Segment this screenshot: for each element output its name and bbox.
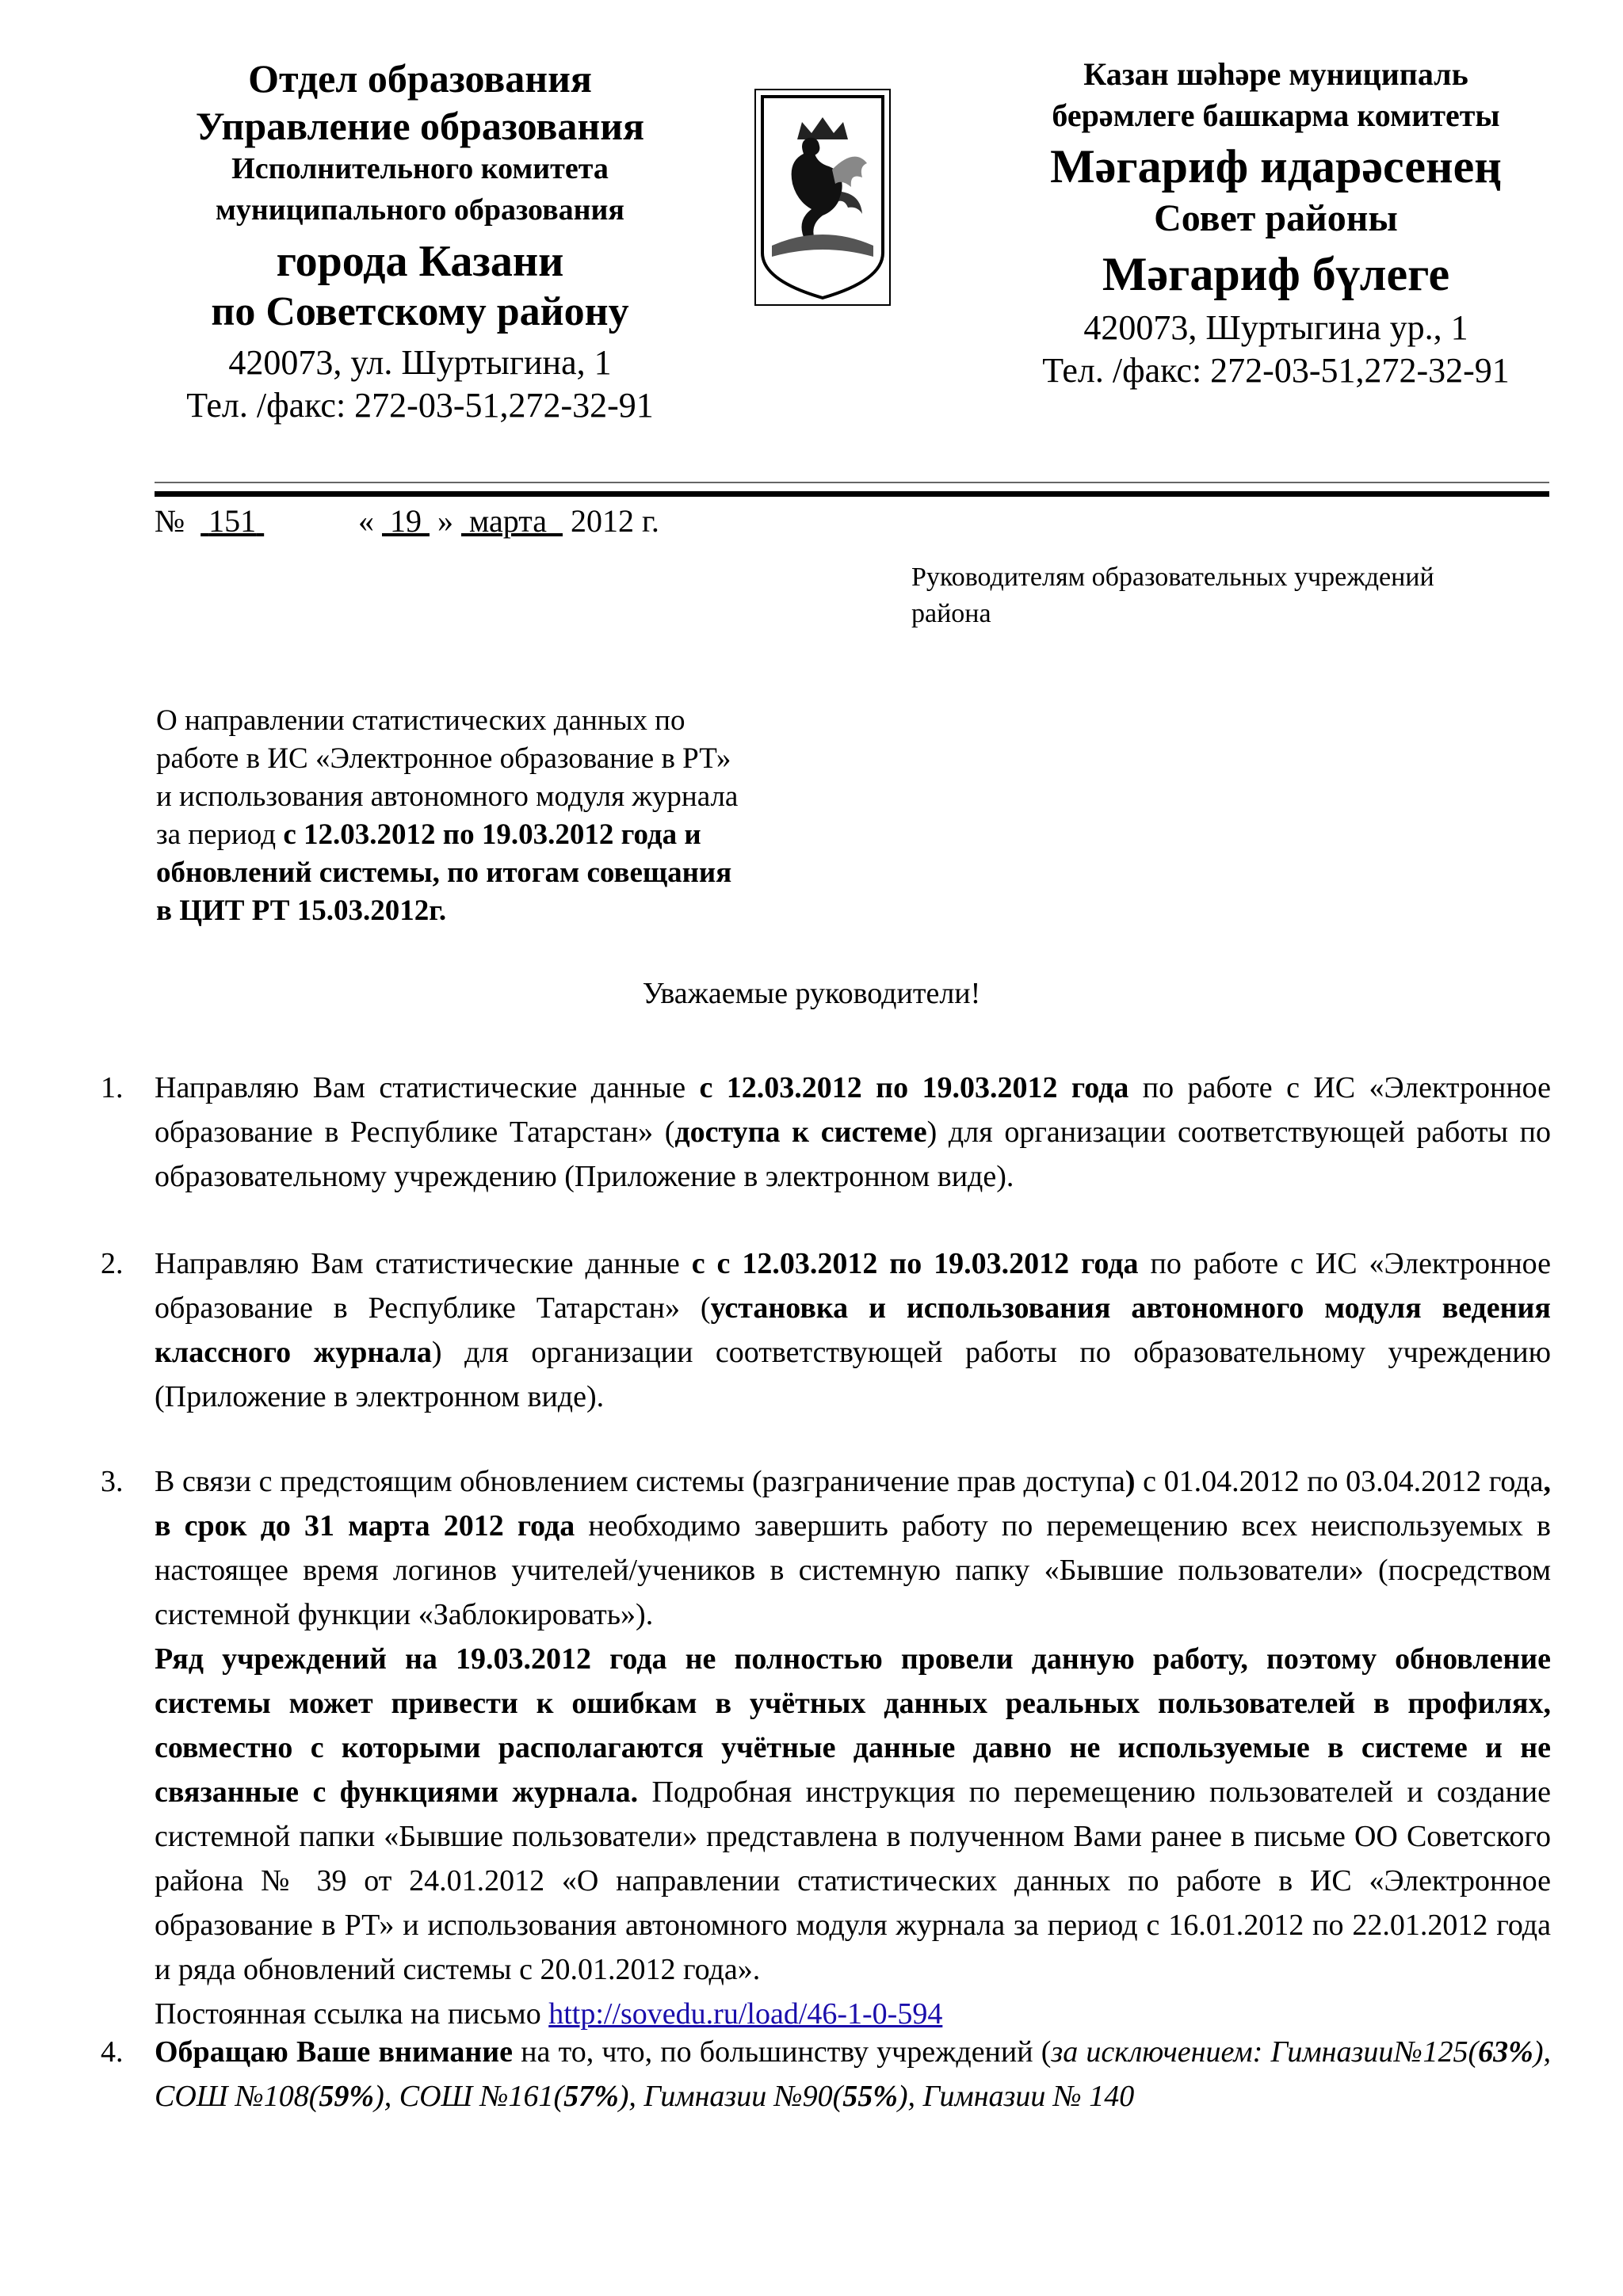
list-item-1: 1. Направляю Вам статистические данные с 12.03.2012 по 19.03.2012 года по работе с ИС «Электронное образование в Республике Татарстан» (доступа к системе) для организации соответствующей работы по образовательному учреждению (Приложение в электронном виде). bbox=[101, 1071, 1551, 1193]
date-month: марта bbox=[469, 503, 547, 539]
list-item-4: 4. Обращаю Ваше внимание на то, что, по большинству учреждений (за исключением: Гимназии№125(63%), СОШ №108(59%), СОШ №161(57%), Гимназии №90(55%), Гимназии № 140 bbox=[101, 2035, 1551, 2113]
subject-block: О направлении статистических данных по работе в ИС «Электронное образование в РТ» и использования автономного модуля журнала за период с 12.03.2012 по 19.03.2012 года и обновлений системы, по итогам совещания в ЦИТ РТ 15.03.2012г. bbox=[156, 704, 739, 927]
right-header-line-3: Мәгариф идарәсенең bbox=[1050, 140, 1502, 193]
addressee: Руководителям образовательных учреждений района bbox=[911, 563, 1434, 628]
list-item-3: 3. В связи с предстоящим обновлением системы (разграничение прав доступа) с 01.04.2012 по 03.04.2012 года, в срок до 31 марта 2012 года необходимо завершить работу по перемещению всех неиспользуемых в настоящее время логинов учителей/учеников в системную папку «Бывшие пользователи» (посредством системной функции «Заблокировать»). Ряд учреждений на 19.03.2012 года не полностью провели данную работу, поэтому обновление системы может привести к ошибкам в учётных данных реальных пользователей в профилях, совместно с которыми располагаются учётные данные давно не используемые в системе и не связанные с функциями журнала. Подробная инструкция по перемещению пользователей и создание системной папки «Бывшие пользователи» представлена в полученном Вами ранее в письме ОО Советского района № 39 от 24.01.2012 «О направлении статистических данных по работе в ИС «Электронное образование в РТ» и использования автономного модуля журнала за период с 16.01.2012 по 22.01.2012 года и ряда обновлений системы с 20.01.2012 года». Постоянная ссылка на письмо http://sovedu.ru/load/46-1-0-594 bbox=[101, 1465, 1551, 2031]
left-header-line-1: Отдел образования bbox=[248, 56, 592, 101]
left-header-phone: Тел. /факс: 272-03-51,272-32-91 bbox=[186, 386, 654, 425]
left-header-line-3: Исполнительного комитета bbox=[231, 152, 609, 185]
letter-permanent-link[interactable]: http://sovedu.ru/load/46-1-0-594 bbox=[548, 1997, 943, 2031]
right-header-address: 420073, Шуртыгина ур., 1 bbox=[1083, 308, 1468, 347]
left-header-line-5: города Казани bbox=[276, 237, 564, 286]
document-number: 151 bbox=[208, 503, 257, 539]
right-header-block bbox=[975, 56, 1577, 396]
list-item-2: 2. Направляю Вам статистические данные с с 12.03.2012 по 19.03.2012 года по работе с ИС «Электронное образование в Республике Татарстан» (установка и использования автономного модуля ведения классного журнала) для организации соответствующей работы по образовательному учреждению (Приложение в электронном виде). bbox=[101, 1247, 1552, 1413]
left-header-block bbox=[127, 56, 713, 431]
date-day: 19 bbox=[390, 503, 422, 539]
header-thin-rule bbox=[155, 482, 1549, 483]
number-label: № bbox=[155, 503, 185, 539]
greeting: Уважаемые руководители! bbox=[642, 977, 981, 1010]
right-header-line-5: Мәгариф бүлеге bbox=[1102, 248, 1450, 300]
header-thick-rule bbox=[155, 491, 1549, 497]
kazan-coat-of-arms-logo bbox=[754, 89, 891, 306]
left-header-line-6: по Советскому району bbox=[211, 289, 629, 334]
right-header-line-2: берәмлеге башкарма комитеты bbox=[1052, 97, 1500, 133]
left-header-address: 420073, ул. Шуртыгина, 1 bbox=[228, 343, 612, 382]
left-header-line-4: муниципального образования bbox=[216, 193, 624, 227]
document-date: « 19 » марта 2012 г. bbox=[358, 503, 659, 539]
left-header-line-2: Управление образования bbox=[195, 104, 645, 148]
date-year: 2012 г. bbox=[571, 503, 659, 539]
right-header-line-1: Казан шәһәре муниципаль bbox=[1083, 56, 1468, 92]
right-header-line-4: Совет районы bbox=[1154, 197, 1398, 239]
right-header-phone: Тел. /факс: 272-03-51,272-32-91 bbox=[1042, 351, 1510, 390]
document-number-line bbox=[155, 505, 264, 537]
